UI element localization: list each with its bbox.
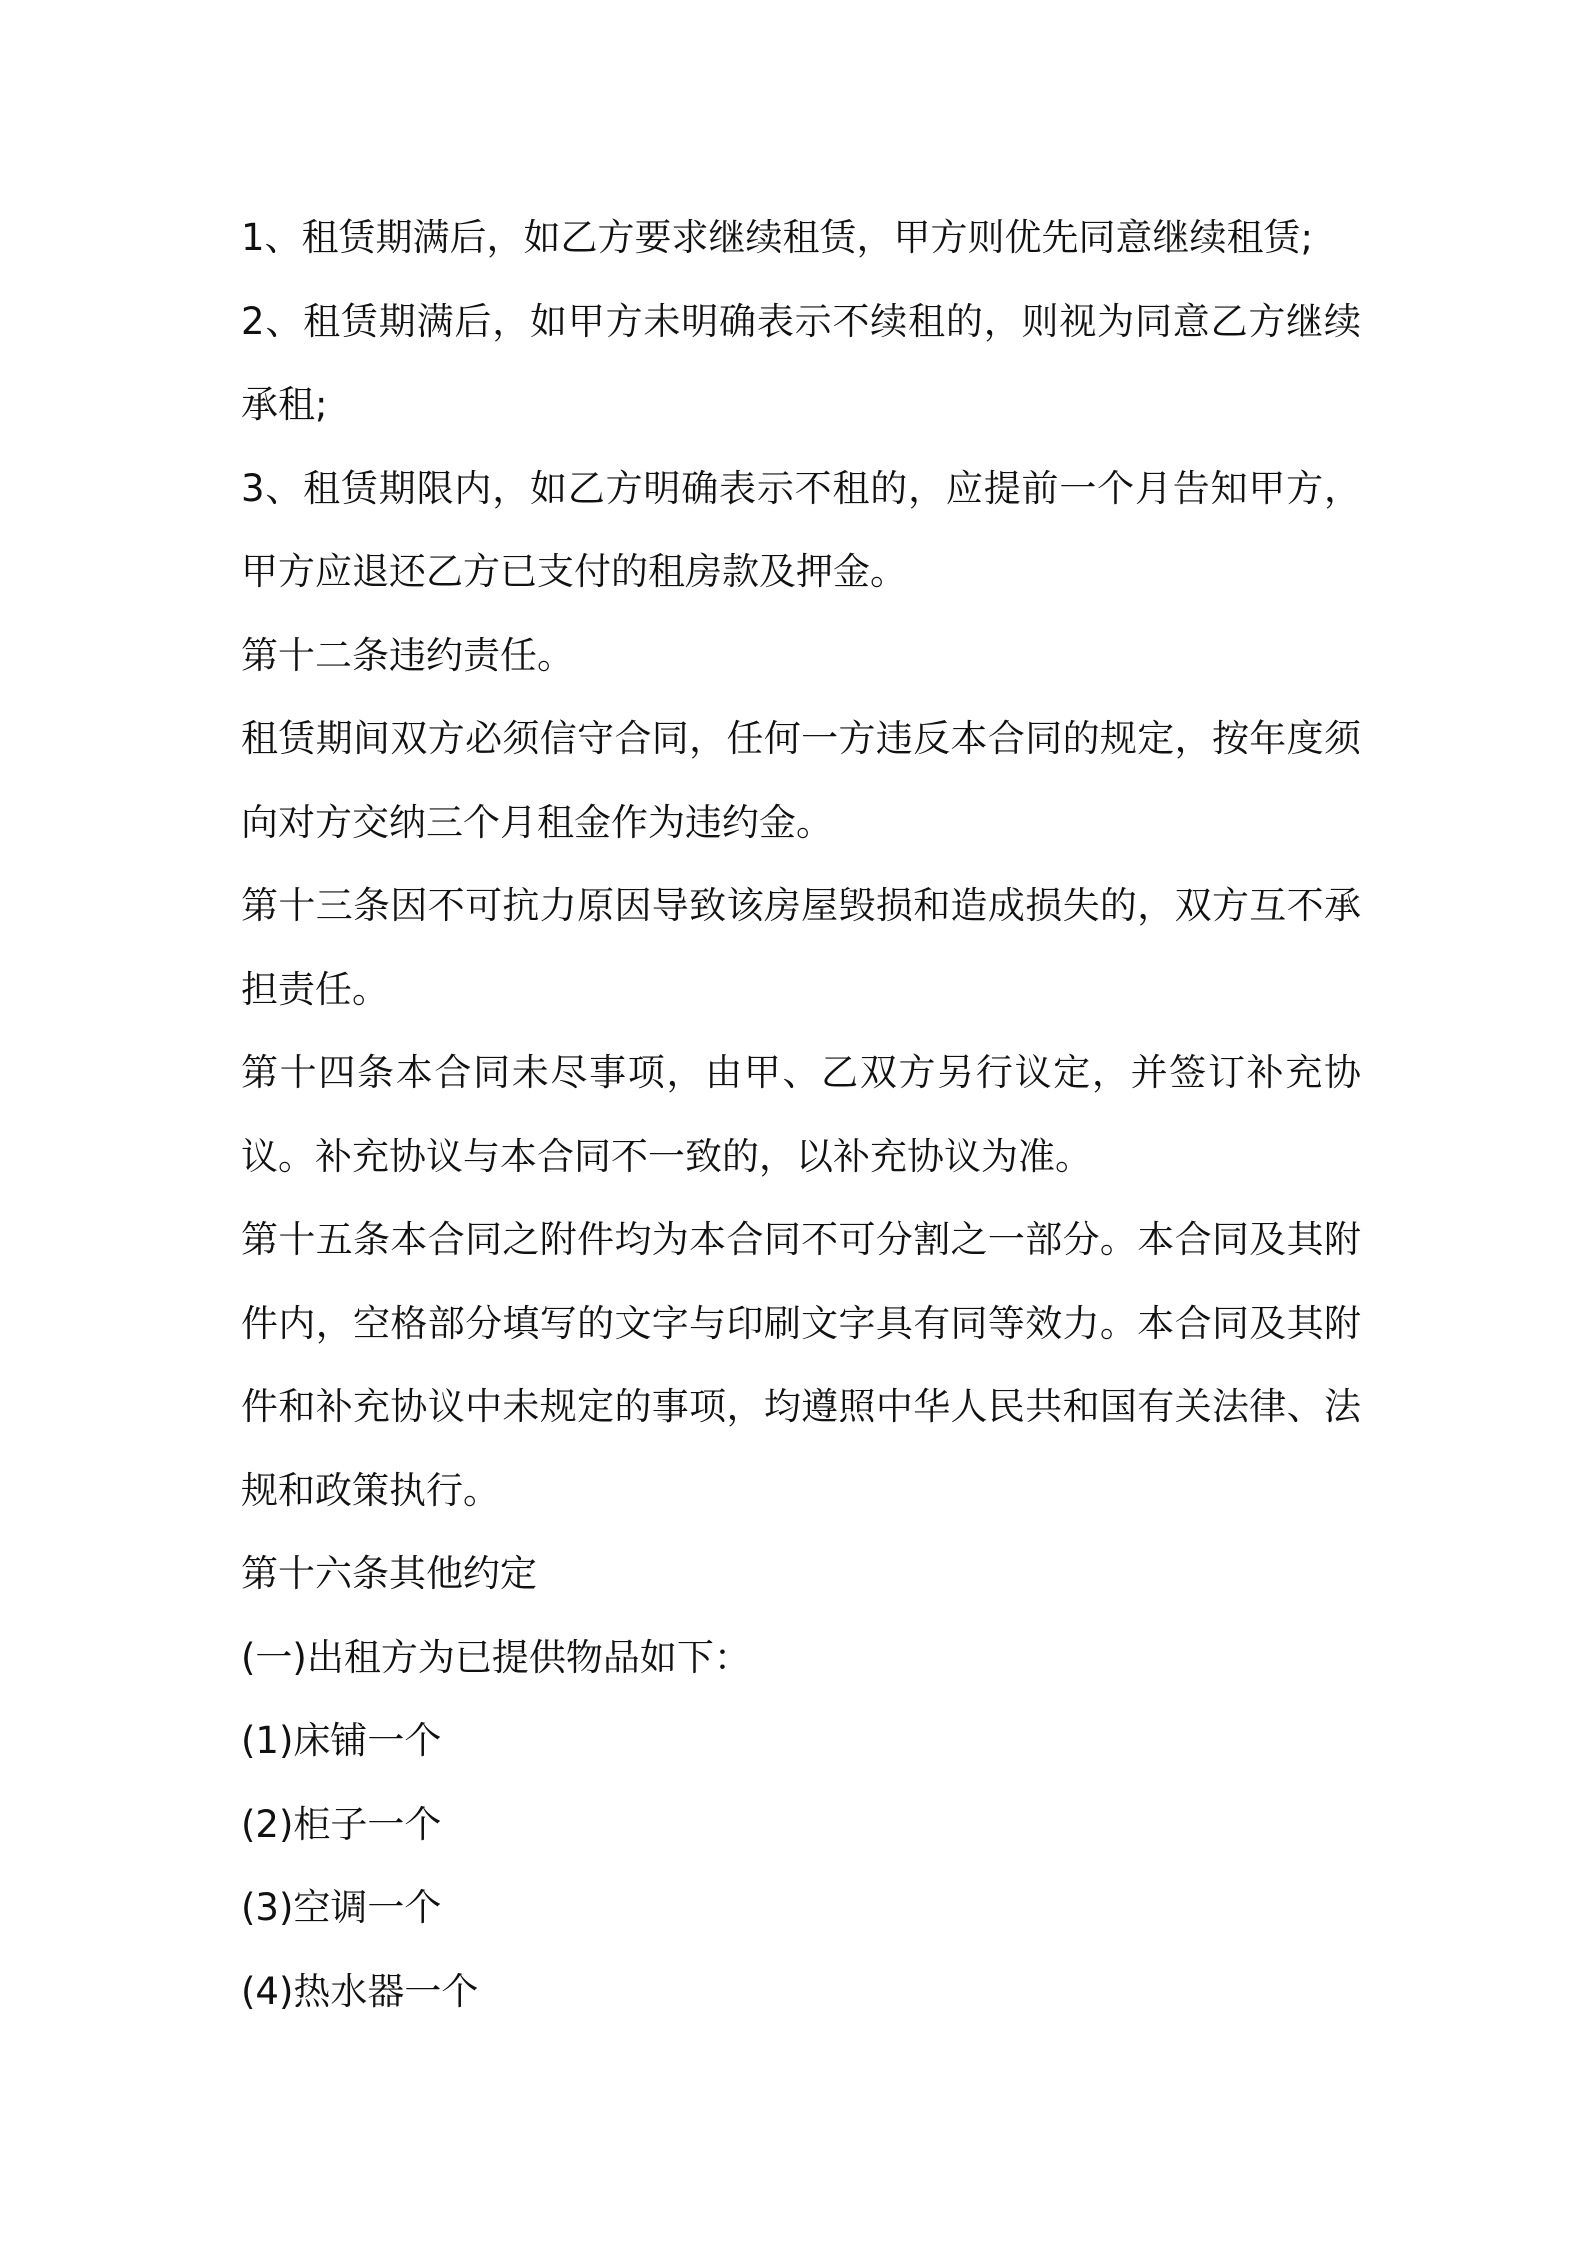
provided-item-water-heater: (4)热水器一个 — [241, 1969, 479, 2013]
provided-item-air-conditioner: (3)空调一个 — [241, 1886, 442, 1929]
provided-item-bed: (1)床铺一个 — [241, 1719, 442, 1762]
article-14: 第十四条本合同未尽事项，由甲、乙双方另行议定，并签订补充协议。补充协议与本合同不一致的，以补充协议为准。 — [241, 1051, 1361, 1178]
article-16-heading: 第十六条其他约定 — [241, 1552, 537, 1595]
clause-renewal-2: 2、租赁期满后，如甲方未明确表示不续租的，则视为同意乙方继续承租; — [241, 299, 1361, 426]
provided-items-heading: (一)出租方为已提供物品如下： — [241, 1635, 751, 1679]
article-12-heading: 第十二条违约责任。 — [241, 633, 574, 677]
article-12-body: 租赁期间双方必须信守合同，任何一方违反本合同的规定，按年度须向对方交纳三个月租金作为违约金。 — [241, 717, 1361, 844]
clause-renewal-1: 1、租赁期满后，如乙方要求继续租赁，甲方则优先同意继续租赁; — [241, 216, 1314, 259]
provided-item-cabinet: (2)柜子一个 — [241, 1802, 442, 1846]
document-body — [241, 196, 1361, 2033]
clause-renewal-3: 3、租赁期限内，如乙方明确表示不租的，应提前一个月告知甲方，甲方应退还乙方已支付的租房款及押金。 — [241, 466, 1361, 593]
article-13: 第十三条因不可抗力原因导致该房屋毁损和造成损失的，双方互不承担责任。 — [241, 884, 1361, 1011]
article-15: 第十五条本合同之附件均为本合同不可分割之一部分。本合同及其附件内，空格部分填写的文字与印刷文字具有同等效力。本合同及其附件和补充协议中未规定的事项，均遵照中华人民共和国有关法律、法规和政策执行。 — [241, 1218, 1361, 1512]
